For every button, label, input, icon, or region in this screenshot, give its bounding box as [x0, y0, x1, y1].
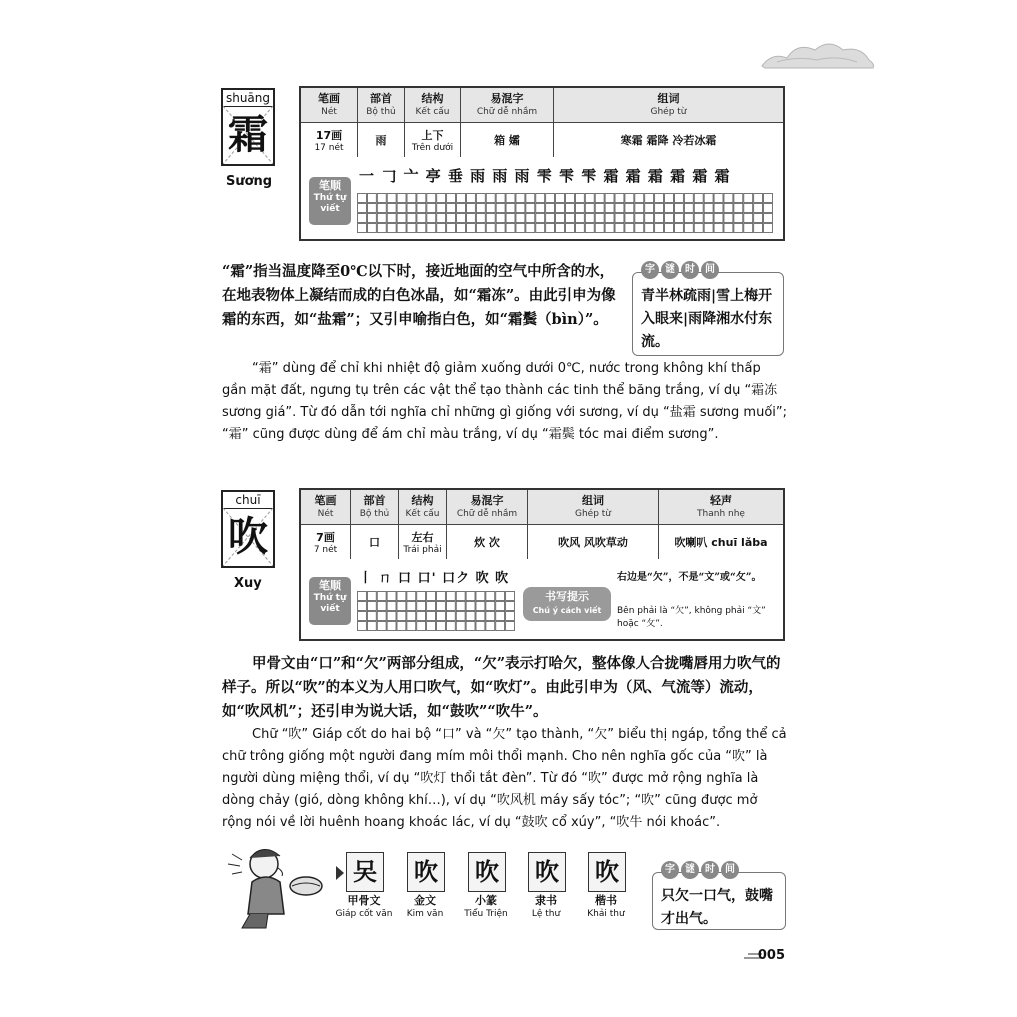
practice-cell: [466, 622, 475, 631]
value-cell: 7画 7 nét: [300, 525, 351, 561]
arrow-icon: [336, 866, 344, 880]
practice-cell: [714, 214, 723, 223]
main-character: 吹: [228, 513, 268, 560]
value-cell: 炊 次: [447, 525, 528, 561]
practice-cell: [655, 224, 664, 233]
practice-cell: [456, 612, 465, 621]
practice-cell: [734, 204, 743, 213]
practice-cell: [367, 622, 376, 631]
practice-cell: [684, 224, 693, 233]
practice-cell: [367, 612, 376, 621]
pinyin: shuāng: [223, 90, 273, 107]
practice-cell: [536, 204, 545, 213]
practice-cell: [496, 214, 505, 223]
value-cell: 口: [351, 525, 399, 561]
practice-cell: [744, 194, 753, 203]
practice-cell: [417, 224, 426, 233]
practice-cell: [754, 204, 763, 213]
practice-cell: [407, 612, 416, 621]
practice-cell: [625, 194, 634, 203]
practice-cell: [476, 622, 485, 631]
practice-cell: [387, 194, 396, 203]
practice-cell: [645, 214, 654, 223]
writing-tip-zh: 右边是“欠”，不是“文”或“攵”。: [617, 572, 762, 583]
char-meaning: Sương: [226, 174, 273, 189]
practice-cell: [476, 612, 485, 621]
practice-cell: [486, 204, 495, 213]
paragraph-zh: “霜”指当温度降至0℃以下时，接近地面的空气中所含的水，在地表物体上凝结而成的白色冰晶，如“霜冻”。由此引申为像霜的东西，如“盐霜”；又引申喻指白色，如“霜鬓（bìn）”。: [222, 263, 616, 328]
practice-cell: [407, 204, 416, 213]
value-cell: 上下 Trên dưới: [405, 123, 461, 159]
practice-cell: [437, 224, 446, 233]
riddle-text: 青半林疏雨|雪上梅开入眼来|雨降湘水付东流。: [641, 288, 773, 350]
practice-cell: [615, 214, 624, 223]
practice-cell: [486, 214, 495, 223]
practice-cell: [447, 214, 456, 223]
practice-cell: [595, 204, 604, 213]
practice-cell: [456, 602, 465, 611]
practice-cell: [407, 602, 416, 611]
practice-cell: [397, 612, 406, 621]
riddle-tag: 字 谜 时 间: [641, 261, 719, 279]
practice-cell: [417, 622, 426, 631]
value-cell: 寒霜 霜降 冷若冰霜: [554, 123, 785, 159]
practice-cell: [446, 622, 455, 631]
practice-cell: [635, 224, 644, 233]
practice-cell: [744, 224, 753, 233]
practice-cell: [476, 194, 485, 203]
practice-cell: [694, 214, 703, 223]
practice-cell: [456, 592, 465, 601]
practice-cell: [556, 194, 565, 203]
practice-cell: [704, 194, 713, 203]
practice-cell: [397, 622, 406, 631]
practice-cell: [585, 204, 594, 213]
practice-cell: [704, 204, 713, 213]
paragraph-zh: 甲骨文由“口”和“欠”两部分组成，“欠”表示打哈欠，整体像人合拢嘴唇用力吹气的样子。所以“吹”的本义为人用口吹气，如“吹灯”。由此引申为（风、气流等）流动，如“吹风机”；还引申为说大话，如“鼓吹”“吹牛”。: [222, 655, 781, 720]
practice-cell: [437, 592, 446, 601]
practice-cell: [615, 204, 624, 213]
practice-cell: [546, 194, 555, 203]
practice-cell: [665, 214, 674, 223]
evolution-label: 楷书 Khải thư: [587, 894, 625, 919]
practice-cell: [457, 214, 466, 223]
practice-cell: [595, 214, 604, 223]
practice-cell: [556, 214, 565, 223]
char-meaning: Xuy: [234, 576, 262, 591]
practice-cell: [417, 602, 426, 611]
char-box-chui: [221, 490, 275, 568]
value-cell: 吹喇叭 chuī lǎba: [659, 525, 785, 561]
practice-cell: [387, 204, 396, 213]
practice-cell: [724, 194, 733, 203]
practice-cell: [397, 602, 406, 611]
practice-cell: [476, 592, 485, 601]
practice-cell: [724, 204, 733, 213]
practice-cell: [427, 592, 436, 601]
practice-cell: [358, 194, 367, 203]
riddle-tag: 字 谜 时 间: [661, 861, 739, 879]
evolution-label: 甲骨文 Giáp cốt văn: [335, 894, 393, 919]
practice-cell: [476, 204, 485, 213]
practice-cell: [694, 224, 703, 233]
page-number: 005: [757, 948, 785, 963]
practice-cell: [457, 194, 466, 203]
practice-cell: [447, 194, 456, 203]
practice-cell: [358, 204, 367, 213]
value-cell: 左右 Trái phải: [399, 525, 447, 561]
header-cell: 结构 Kết cấu: [405, 87, 461, 123]
practice-cell: [744, 204, 753, 213]
practice-cell: [506, 622, 515, 631]
practice-cell: [466, 204, 475, 213]
practice-cell: [407, 592, 416, 601]
practice-cell: [377, 592, 386, 601]
evolution-glyph: 吹: [407, 852, 445, 892]
practice-cell: [377, 204, 386, 213]
practice-cell: [387, 214, 396, 223]
practice-cell: [764, 204, 773, 213]
practice-cell: [437, 622, 446, 631]
practice-cell: [377, 602, 386, 611]
practice-cell: [734, 194, 743, 203]
practice-cell: [635, 194, 644, 203]
practice-cell: [674, 204, 683, 213]
practice-cell: [566, 224, 575, 233]
pinyin: chuī: [223, 492, 273, 509]
practice-cell: [358, 612, 367, 621]
practice-cell: [377, 622, 386, 631]
practice-cell: [754, 224, 763, 233]
practice-cell: [417, 214, 426, 223]
practice-cell: [367, 224, 376, 233]
practice-cell: [665, 194, 674, 203]
stroke-order-tag: 笔顺 Thứ tự viết: [309, 177, 351, 225]
practice-cell: [684, 194, 693, 203]
stroke-order-box: [299, 559, 785, 641]
practice-cell: [734, 214, 743, 223]
value-cell: 吹风 风吹草动: [528, 525, 659, 561]
practice-cell: [605, 204, 614, 213]
header-cell: 结构 Kết cấu: [399, 489, 447, 525]
practice-cell: [496, 224, 505, 233]
practice-cell: [506, 204, 515, 213]
practice-cell: [377, 612, 386, 621]
practice-cell: [764, 214, 773, 223]
practice-cell: [605, 194, 614, 203]
practice-cell: [566, 204, 575, 213]
practice-cell: [526, 214, 535, 223]
practice-cell: [397, 592, 406, 601]
stroke-sequence: 一 𠃌 亠 亭 垂 雨 雨 雨 雫 雫 雫 霜 霜 霜 霜 霜 霜: [359, 167, 731, 185]
practice-cell: [506, 224, 515, 233]
practice-cell: [486, 224, 495, 233]
value-cell: 雨: [358, 123, 405, 159]
riddle-text: 只欠一口气，鼓嘴才出气。: [661, 888, 773, 927]
practice-cell: [447, 204, 456, 213]
practice-cell: [466, 214, 475, 223]
practice-cell: [456, 622, 465, 631]
practice-cell: [358, 622, 367, 631]
practice-cell: [417, 194, 426, 203]
practice-cell: [506, 214, 515, 223]
practice-cell: [625, 204, 634, 213]
header-cell: 易混字 Chữ dễ nhầm: [461, 87, 554, 123]
practice-cell: [417, 612, 426, 621]
header-cell: 部首 Bộ thủ: [358, 87, 405, 123]
evolution-glyph: 㕦: [346, 852, 384, 892]
practice-cell: [437, 602, 446, 611]
practice-cell: [665, 224, 674, 233]
practice-cell: [427, 224, 436, 233]
practice-cell: [516, 224, 525, 233]
practice-cell: [486, 602, 495, 611]
practice-cell: [655, 214, 664, 223]
practice-cell: [427, 194, 436, 203]
practice-cell: [694, 194, 703, 203]
practice-cell: [427, 622, 436, 631]
practice-cell: [724, 214, 733, 223]
practice-cell: [377, 194, 386, 203]
practice-cell: [397, 194, 406, 203]
header-cell: 轻声 Thanh nhẹ: [659, 489, 785, 525]
stroke-order-box: [299, 157, 785, 241]
practice-cell: [556, 224, 565, 233]
practice-cell: [377, 224, 386, 233]
practice-cell: [674, 214, 683, 223]
header-cell: 笔画 Nét: [300, 87, 358, 123]
practice-cell: [645, 204, 654, 213]
practice-cell: [585, 214, 594, 223]
evolution-label: 隶书 Lệ thư: [531, 894, 561, 919]
evolution-glyph: 吹: [588, 852, 626, 892]
practice-cell: [516, 214, 525, 223]
practice-cell: [714, 224, 723, 233]
practice-cell: [496, 204, 505, 213]
value-cell: 箱 孀: [461, 123, 554, 159]
practice-cell: [585, 224, 594, 233]
practice-cell: [496, 592, 505, 601]
practice-cell: [566, 214, 575, 223]
practice-cell: [437, 204, 446, 213]
practice-cell: [407, 622, 416, 631]
blowing-person-illustration: [222, 842, 332, 932]
practice-cell: [615, 224, 624, 233]
stroke-order-tag: 笔顺 Thứ tự viết: [309, 577, 351, 625]
practice-cell: [674, 224, 683, 233]
practice-cell: [367, 204, 376, 213]
practice-cell: [358, 602, 367, 611]
practice-cell: [358, 592, 367, 601]
practice-cell: [566, 194, 575, 203]
evolution-glyph: 吹: [468, 852, 506, 892]
practice-cell: [645, 194, 654, 203]
practice-cell: [496, 194, 505, 203]
practice-cell: [526, 224, 535, 233]
practice-cell: [556, 204, 565, 213]
practice-cell: [506, 194, 515, 203]
practice-cell: [446, 602, 455, 611]
practice-cell: [466, 612, 475, 621]
practice-cell: [486, 194, 495, 203]
practice-cell: [546, 214, 555, 223]
writing-tip-vi: Bên phải là “欠”, không phải “文” hoặc “攵”.: [617, 606, 766, 629]
practice-cell: [506, 602, 515, 611]
evolution-label: 金文 Kim văn: [406, 894, 444, 919]
practice-cell: [575, 214, 584, 223]
practice-cell: [674, 194, 683, 203]
practice-cell: [714, 194, 723, 203]
riddle-box: [652, 864, 786, 930]
practice-cell: [635, 204, 644, 213]
practice-cell: [367, 592, 376, 601]
practice-cell: [704, 224, 713, 233]
practice-cell: [665, 204, 674, 213]
practice-cell: [367, 194, 376, 203]
practice-cell: [546, 224, 555, 233]
info-table-chui: [299, 488, 785, 561]
riddle-box: [632, 264, 784, 356]
practice-cell: [694, 204, 703, 213]
practice-cell: [575, 204, 584, 213]
practice-cell: [754, 194, 763, 203]
practice-cell: [437, 612, 446, 621]
practice-cell: [724, 224, 733, 233]
practice-cell: [536, 214, 545, 223]
practice-cell: [407, 224, 416, 233]
practice-cell: [457, 224, 466, 233]
cloud-decoration: [757, 38, 877, 72]
practice-cell: [417, 204, 426, 213]
practice-cell: [645, 224, 654, 233]
header-cell: 笔画 Nét: [300, 489, 351, 525]
practice-cell: [387, 612, 396, 621]
header-cell: 组词 Ghép từ: [554, 87, 785, 123]
header-cell: 组词 Ghép từ: [528, 489, 659, 525]
practice-cell: [358, 214, 367, 223]
practice-cell: [764, 224, 773, 233]
practice-cell: [427, 204, 436, 213]
paragraph-vi: Chữ “吹” Giáp cốt do hai bộ “口” và “欠” tạo thành, “欠” biểu thị ngáp, tổng thể cả chữ trông giống một người đang mím môi thổi mạnh. Cho nên nghĩa gốc của “吹” là người dùng miệng thổi, ví dụ “吹灯 thổi tắt đèn”. Từ đó “吹” được mở rộng nghĩa là dòng chảy (gió, dòng không khí…), ví dụ “吹风机 máy sấy tóc”; “吹” cũng được mở rộng nói về lời huênh hoang khoác lác, ví dụ “鼓吹 cổ xúy”, “吹牛 nói khoác”.: [222, 727, 787, 830]
writing-grid: [357, 193, 775, 233]
practice-cell: [387, 592, 396, 601]
practice-cell: [447, 224, 456, 233]
practice-cell: [744, 214, 753, 223]
info-table-shuang: [299, 86, 785, 159]
practice-cell: [358, 224, 367, 233]
practice-cell: [367, 602, 376, 611]
practice-cell: [506, 592, 515, 601]
stroke-sequence: 丨 ㄇ 口 口' 口ク 吹 吹: [359, 571, 510, 586]
practice-cell: [466, 224, 475, 233]
header-cell: 部首 Bộ thủ: [351, 489, 399, 525]
practice-cell: [476, 214, 485, 223]
paragraph-vi: “霜” dùng để chỉ khi nhiệt độ giảm xuống dưới 0℃, nước trong không khí thấp gần mặt đất, ngưng tụ trên các vật thể tạo thành các tinh thể băng trắng, ví dụ “霜冻 sương giá”. Từ đó dẫn tới nghĩa chỉ những gì giống với sương, ví dụ “盐霜 sương muối”; “霜” cũng được dùng để ám chỉ màu trắng, ví dụ “霜鬓 tóc mai điểm sương”.: [222, 361, 788, 442]
practice-cell: [387, 622, 396, 631]
practice-cell: [536, 224, 545, 233]
practice-cell: [496, 612, 505, 621]
practice-cell: [367, 214, 376, 223]
practice-cell: [486, 612, 495, 621]
practice-cell: [417, 592, 426, 601]
practice-cell: [575, 224, 584, 233]
practice-cell: [754, 214, 763, 223]
practice-cell: [427, 602, 436, 611]
practice-cell: [476, 224, 485, 233]
practice-cell: [437, 194, 446, 203]
header-cell: 易混字 Chữ dễ nhầm: [447, 489, 528, 525]
practice-cell: [764, 194, 773, 203]
practice-cell: [397, 204, 406, 213]
practice-cell: [684, 204, 693, 213]
practice-cell: [446, 592, 455, 601]
practice-cell: [516, 204, 525, 213]
practice-cell: [427, 612, 436, 621]
practice-cell: [437, 214, 446, 223]
practice-cell: [605, 224, 614, 233]
practice-cell: [684, 214, 693, 223]
practice-cell: [446, 612, 455, 621]
practice-cell: [476, 602, 485, 611]
practice-cell: [734, 224, 743, 233]
practice-cell: [526, 204, 535, 213]
practice-cell: [486, 622, 495, 631]
practice-cell: [496, 602, 505, 611]
practice-cell: [387, 602, 396, 611]
practice-cell: [466, 592, 475, 601]
practice-cell: [427, 214, 436, 223]
practice-cell: [457, 204, 466, 213]
practice-cell: [407, 214, 416, 223]
writing-grid: [357, 591, 517, 631]
char-box-shuang: [221, 88, 275, 166]
practice-cell: [615, 194, 624, 203]
evolution-label: 小篆 Tiểu Triện: [464, 894, 508, 919]
practice-cell: [506, 612, 515, 621]
practice-cell: [387, 224, 396, 233]
practice-cell: [704, 214, 713, 223]
practice-cell: [585, 194, 594, 203]
practice-cell: [536, 194, 545, 203]
main-character: 霜: [228, 111, 268, 158]
practice-cell: [635, 214, 644, 223]
practice-cell: [546, 204, 555, 213]
practice-cell: [625, 224, 634, 233]
practice-cell: [625, 214, 634, 223]
practice-cell: [496, 622, 505, 631]
practice-cell: [397, 224, 406, 233]
evolution-glyph: 吹: [528, 852, 566, 892]
writing-tip-tag: 书写提示 Chú ý cách viết: [523, 587, 611, 621]
practice-cell: [526, 194, 535, 203]
practice-cell: [397, 214, 406, 223]
practice-cell: [575, 194, 584, 203]
practice-cell: [407, 194, 416, 203]
practice-cell: [377, 214, 386, 223]
practice-cell: [714, 204, 723, 213]
practice-cell: [466, 194, 475, 203]
practice-cell: [595, 194, 604, 203]
practice-cell: [605, 214, 614, 223]
practice-cell: [486, 592, 495, 601]
practice-cell: [595, 224, 604, 233]
practice-cell: [655, 204, 664, 213]
value-cell: 17画 17 nét: [300, 123, 358, 159]
practice-cell: [466, 602, 475, 611]
practice-cell: [516, 194, 525, 203]
practice-cell: [655, 194, 664, 203]
